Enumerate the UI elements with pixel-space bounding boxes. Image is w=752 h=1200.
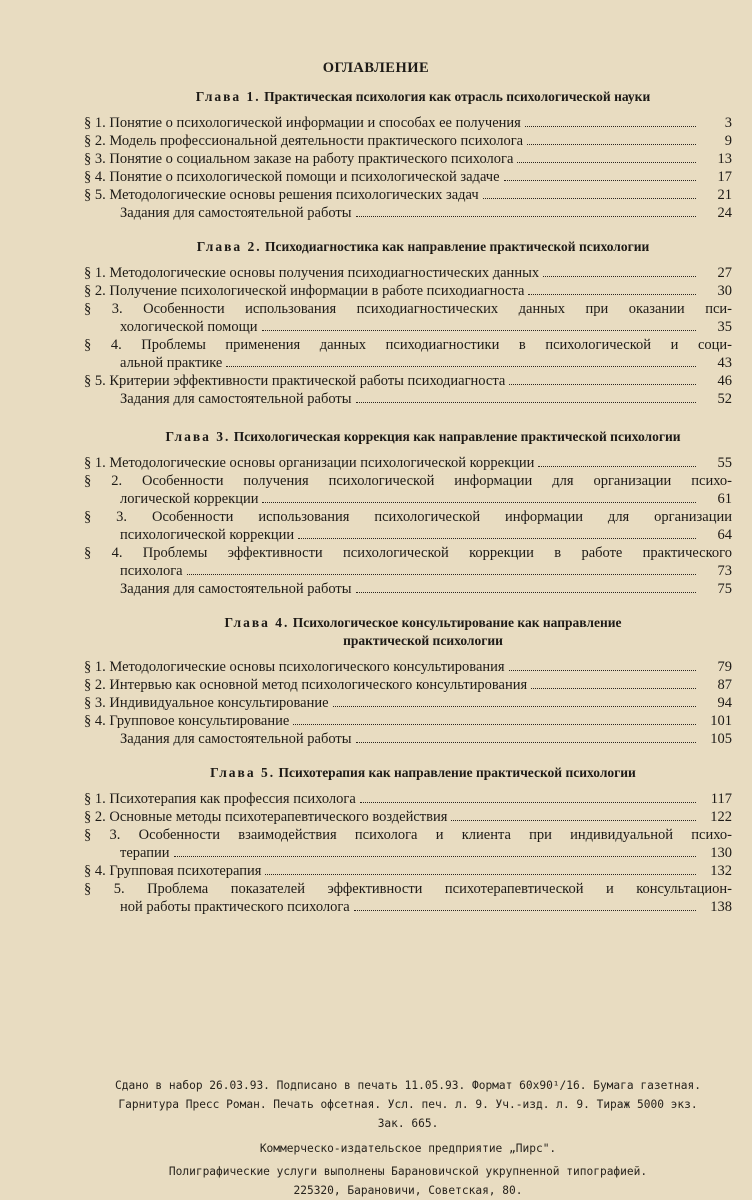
- dot-leader: [504, 180, 696, 181]
- entry-text-continued: ной работы практического психолога: [120, 899, 350, 915]
- dot-leader: [187, 574, 696, 575]
- entry-text: § 3. Особенности взаимодействия психолога и клиента при индивидуальной психо-: [84, 827, 732, 843]
- entry-text: § 3. Особенности использования психодиагностических данных при оказании пси-: [84, 301, 732, 317]
- page-number: 73: [717, 563, 732, 579]
- entry-text: § 4. Понятие о психологической помощи и психологической задаче: [84, 169, 500, 185]
- page-number: 64: [717, 527, 732, 543]
- entry-text: § 1. Методологические основы получения психодиагностических данных: [84, 265, 540, 281]
- toc-entry-tasks[interactable]: [84, 390, 732, 408]
- printer-line: Полиграфические услуги выполнены Барановичской укрупненной типографией.: [168, 1165, 648, 1178]
- toc-entry[interactable]: [84, 186, 732, 204]
- dot-leader: [356, 402, 696, 403]
- dot-leader: [265, 874, 696, 875]
- page-number: 52: [717, 391, 732, 407]
- dot-leader: [509, 670, 696, 671]
- chapter-heading: [84, 88, 732, 106]
- dot-leader: [356, 742, 696, 743]
- publisher-line: Коммерческо-издательское предприятие „Пирс".: [259, 1142, 557, 1155]
- entry-text: § 1. Методологические основы психологического консультирования: [84, 659, 505, 675]
- dot-leader: [451, 820, 696, 821]
- chapter-heading: [84, 428, 732, 446]
- entry-text: Задания для самостоятельной работы: [120, 731, 352, 747]
- dot-leader: [538, 466, 696, 467]
- toc-entry[interactable]: [84, 372, 732, 390]
- toc-entry[interactable]: [84, 150, 732, 168]
- dot-leader: [543, 276, 696, 277]
- page-number: 30: [717, 283, 732, 299]
- dot-leader: [509, 384, 696, 385]
- entry-text: § 1. Методологические основы организации психологической коррекции: [84, 455, 535, 471]
- chapter-number: Глава 1.: [195, 89, 261, 104]
- toc-entry[interactable]: [84, 544, 732, 580]
- chapter-title: Психотерапия как направление практической психологии: [278, 765, 636, 780]
- entry-text: § 5. Проблема показателей эффективности психотерапевтической и консультацион-: [84, 881, 732, 897]
- chapter-number: Глава 5.: [210, 765, 276, 780]
- page-number: 101: [710, 713, 732, 729]
- chapter-5: [84, 764, 732, 916]
- page-number: 130: [710, 845, 732, 861]
- page-number: 17: [717, 169, 732, 185]
- chapter-title: Психодиагностика как направление практической психологии: [265, 239, 650, 254]
- dot-leader: [360, 802, 696, 803]
- page-number: 24: [717, 205, 732, 221]
- entry-text: § 2. Модель профессиональной деятельности практического психолога: [84, 133, 524, 149]
- entry-text-continued: психологической коррекции: [120, 527, 295, 543]
- chapter-heading: [84, 238, 732, 256]
- page-number: 61: [717, 491, 732, 507]
- page-number: 46: [717, 373, 732, 389]
- chapter-title: Практическая психология как отрасль психологической науки: [264, 89, 651, 104]
- page-number: 9: [724, 133, 732, 149]
- toc-entry[interactable]: [84, 694, 732, 712]
- chapter-number: Глава 2.: [196, 239, 262, 254]
- entry-text: Задания для самостоятельной работы: [120, 391, 352, 407]
- entry-text: Задания для самостоятельной работы: [120, 205, 352, 221]
- page-number: 94: [717, 695, 732, 711]
- toc-entry-tasks[interactable]: [84, 204, 732, 222]
- page-number: 138: [710, 899, 732, 915]
- imprint-line: Гарнитура Пресс Роман. Печать офсетная. Усл. печ. л. 9. Уч.-изд. л. 9. Тираж 5000 экз.: [118, 1098, 698, 1111]
- chapter-title: Психологическая коррекция как направление практической психологии: [233, 429, 681, 444]
- entry-text: § 4. Проблемы применения данных психодиагностики в психологической и соци-: [84, 337, 732, 353]
- toc-entry[interactable]: [84, 508, 732, 544]
- toc-entry-tasks[interactable]: [84, 580, 732, 598]
- dot-leader: [356, 592, 696, 593]
- chapter-4: [84, 614, 732, 748]
- dot-leader: [525, 126, 696, 127]
- page-number: 55: [717, 455, 732, 471]
- dot-leader: [226, 366, 696, 367]
- entry-text: § 5. Методологические основы решения психологических задач: [84, 187, 479, 203]
- page-number: 13: [717, 151, 732, 167]
- chapter-number: Глава 3.: [165, 429, 231, 444]
- entry-text-continued: альной практике: [120, 355, 223, 371]
- entry-text: § 4. Проблемы эффективности психологической коррекции в работе практического: [84, 545, 732, 561]
- toc-entry[interactable]: [84, 826, 732, 862]
- toc-entry[interactable]: [84, 454, 732, 472]
- entry-text: § 4. Групповое консультирование: [84, 713, 290, 729]
- entry-text: Задания для самостоятельной работы: [120, 581, 352, 597]
- toc-entry[interactable]: [84, 168, 732, 186]
- entry-text: § 1. Понятие о психологической информации и способах ее получения: [84, 115, 521, 131]
- dot-leader: [262, 502, 696, 503]
- dot-leader: [298, 538, 696, 539]
- entry-text: § 1. Психотерапия как профессия психолога: [84, 791, 356, 807]
- page-number: 27: [717, 265, 732, 281]
- entry-text-continued: терапии: [120, 845, 170, 861]
- page-number: 43: [717, 355, 732, 371]
- chapter-heading: [84, 614, 732, 650]
- page-number: 132: [710, 863, 732, 879]
- toc-entry-tasks[interactable]: [84, 730, 732, 748]
- page-number: 3: [724, 115, 732, 131]
- dot-leader: [293, 724, 696, 725]
- chapter-heading: [84, 764, 732, 782]
- printer-address: 225320, Барановичи, Советская, 80.: [293, 1184, 523, 1197]
- toc-title: ОГЛАВЛЕНИЕ: [322, 60, 430, 76]
- chapter-3: [84, 428, 732, 598]
- dot-leader: [483, 198, 696, 199]
- imprint-block: [84, 1076, 732, 1200]
- entry-text: § 4. Групповая психотерапия: [84, 863, 262, 879]
- toc-entry[interactable]: [84, 114, 732, 132]
- dot-leader: [527, 144, 696, 145]
- dot-leader: [262, 330, 696, 331]
- toc-entry[interactable]: [84, 282, 732, 300]
- dot-leader: [333, 706, 696, 707]
- toc-entry[interactable]: [84, 300, 732, 336]
- toc-entry[interactable]: [84, 264, 732, 282]
- entry-text: § 3. Особенности использования психологической информации для организации: [84, 509, 732, 525]
- entry-text-continued: психолога: [120, 563, 183, 579]
- page-number: 87: [717, 677, 732, 693]
- entry-text: § 3. Понятие о социальном заказе на работу практического психолога: [84, 151, 514, 167]
- toc-entry[interactable]: [84, 880, 732, 916]
- page-number: 79: [717, 659, 732, 675]
- page-number: 117: [710, 791, 732, 807]
- entry-text: § 2. Получение психологической информации в работе психодиагноста: [84, 283, 525, 299]
- entry-text: § 2. Основные методы психотерапевтического воздействия: [84, 809, 448, 825]
- entry-text: § 5. Критерии эффективности практической работы психодиагноста: [84, 373, 506, 389]
- entry-text: § 2. Интервью как основной метод психологического консультирования: [84, 677, 528, 693]
- chapter-title-continued: практической психологии: [343, 633, 503, 648]
- chapter-title: Психологическое консультирование как направление: [292, 615, 622, 630]
- toc-entry[interactable]: [84, 658, 732, 676]
- entry-text: § 2. Особенности получения психологической информации для организации психо-: [84, 473, 732, 489]
- toc-entry[interactable]: [84, 132, 732, 150]
- toc-entry[interactable]: [84, 472, 732, 508]
- toc-entry[interactable]: [84, 790, 732, 808]
- imprint-line: Сдано в набор 26.03.93. Подписано в печать 11.05.93. Формат 60х90¹/16. Бумага газетная.: [115, 1079, 701, 1092]
- chapter-2: [84, 238, 732, 408]
- toc-entry[interactable]: [84, 808, 732, 826]
- page-number: 21: [717, 187, 732, 203]
- dot-leader: [354, 910, 696, 911]
- entry-text-continued: хологической помощи: [120, 319, 258, 335]
- page-number: 75: [717, 581, 732, 597]
- dot-leader: [356, 216, 696, 217]
- toc-entry[interactable]: [84, 676, 732, 694]
- entry-text-continued: логической коррекции: [120, 491, 259, 507]
- dot-leader: [174, 856, 696, 857]
- toc-entry[interactable]: [84, 336, 732, 372]
- chapter-number: Глава 4.: [224, 615, 290, 630]
- dot-leader: [517, 162, 696, 163]
- dot-leader: [531, 688, 696, 689]
- page-number: 105: [710, 731, 732, 747]
- toc-entry[interactable]: [84, 862, 732, 880]
- toc-entry[interactable]: [84, 712, 732, 730]
- page-number: 35: [717, 319, 732, 335]
- dot-leader: [528, 294, 696, 295]
- page-number: 122: [710, 809, 732, 825]
- imprint-line: Зак. 665.: [377, 1117, 439, 1130]
- entry-text: § 3. Индивидуальное консультирование: [84, 695, 329, 711]
- chapter-1: [84, 88, 732, 222]
